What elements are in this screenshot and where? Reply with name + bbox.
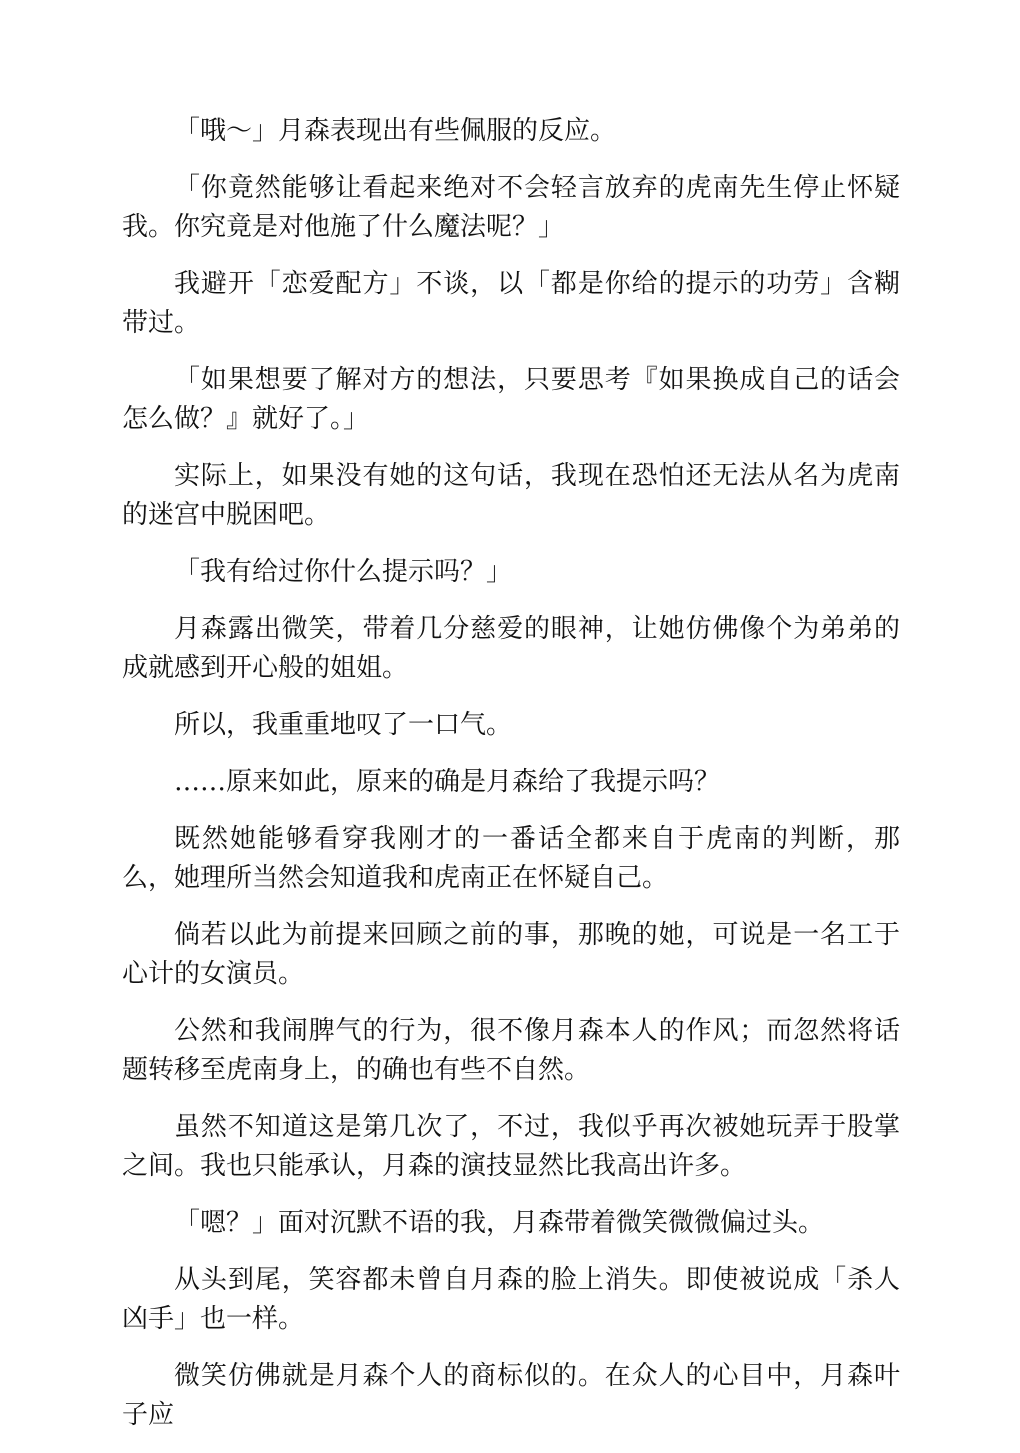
paragraph: 公然和我闹脾气的行为，很不像月森本人的作风；而忽然将话题转移至虎南身上，的确也有些不自然。 bbox=[122, 1016, 900, 1085]
paragraph: 「嗯？」面对沉默不语的我，月森带着微笑微微偏过头。 bbox=[174, 1208, 825, 1238]
paragraph: ……原来如此，原来的确是月森给了我提示吗？ bbox=[174, 767, 721, 797]
paragraph: 所以，我重重地叹了一口气。 bbox=[174, 710, 513, 740]
paragraph: 月森露出微笑，带着几分慈爱的眼神，让她仿佛像个为弟弟的成就感到开心般的姐姐。 bbox=[122, 614, 900, 683]
paragraph: 倘若以此为前提来回顾之前的事，那晚的她，可说是一名工于心计的女演员。 bbox=[122, 920, 900, 989]
paragraph: 「如果想要了解对方的想法，只要思考『如果换成自己的话会怎么做？』就好了。」 bbox=[122, 365, 900, 434]
paragraph: 从头到尾，笑容都未曾自月森的脸上消失。即使被说成「杀人凶手」也一样。 bbox=[122, 1265, 900, 1334]
document-page bbox=[122, 112, 900, 1453]
paragraph: 既然她能够看穿我刚才的一番话全都来自于虎南的判断，那么，她理所当然会知道我和虎南正在怀疑自己。 bbox=[122, 824, 900, 893]
paragraph: 我避开「恋爱配方」不谈，以「都是你给的提示的功劳」含糊带过。 bbox=[122, 269, 900, 338]
paragraph: 实际上，如果没有她的这句话，我现在恐怕还无法从名为虎南的迷宫中脱困吧。 bbox=[122, 461, 900, 530]
paragraph: 「哦～」月森表现出有些佩服的反应。 bbox=[174, 116, 617, 146]
paragraph: 虽然不知道这是第几次了，不过，我似乎再次被她玩弄于股掌之间。我也只能承认，月森的演技显然比我高出许多。 bbox=[122, 1112, 900, 1181]
paragraph: 微笑仿佛就是月森个人的商标似的。在众人的心目中，月森叶子应 bbox=[122, 1361, 900, 1430]
paragraph: 「你竟然能够让看起来绝对不会轻言放弃的虎南先生停止怀疑我。你究竟是对他施了什么魔法呢？」 bbox=[122, 173, 900, 242]
paragraph: 「我有给过你什么提示吗？」 bbox=[174, 557, 513, 587]
